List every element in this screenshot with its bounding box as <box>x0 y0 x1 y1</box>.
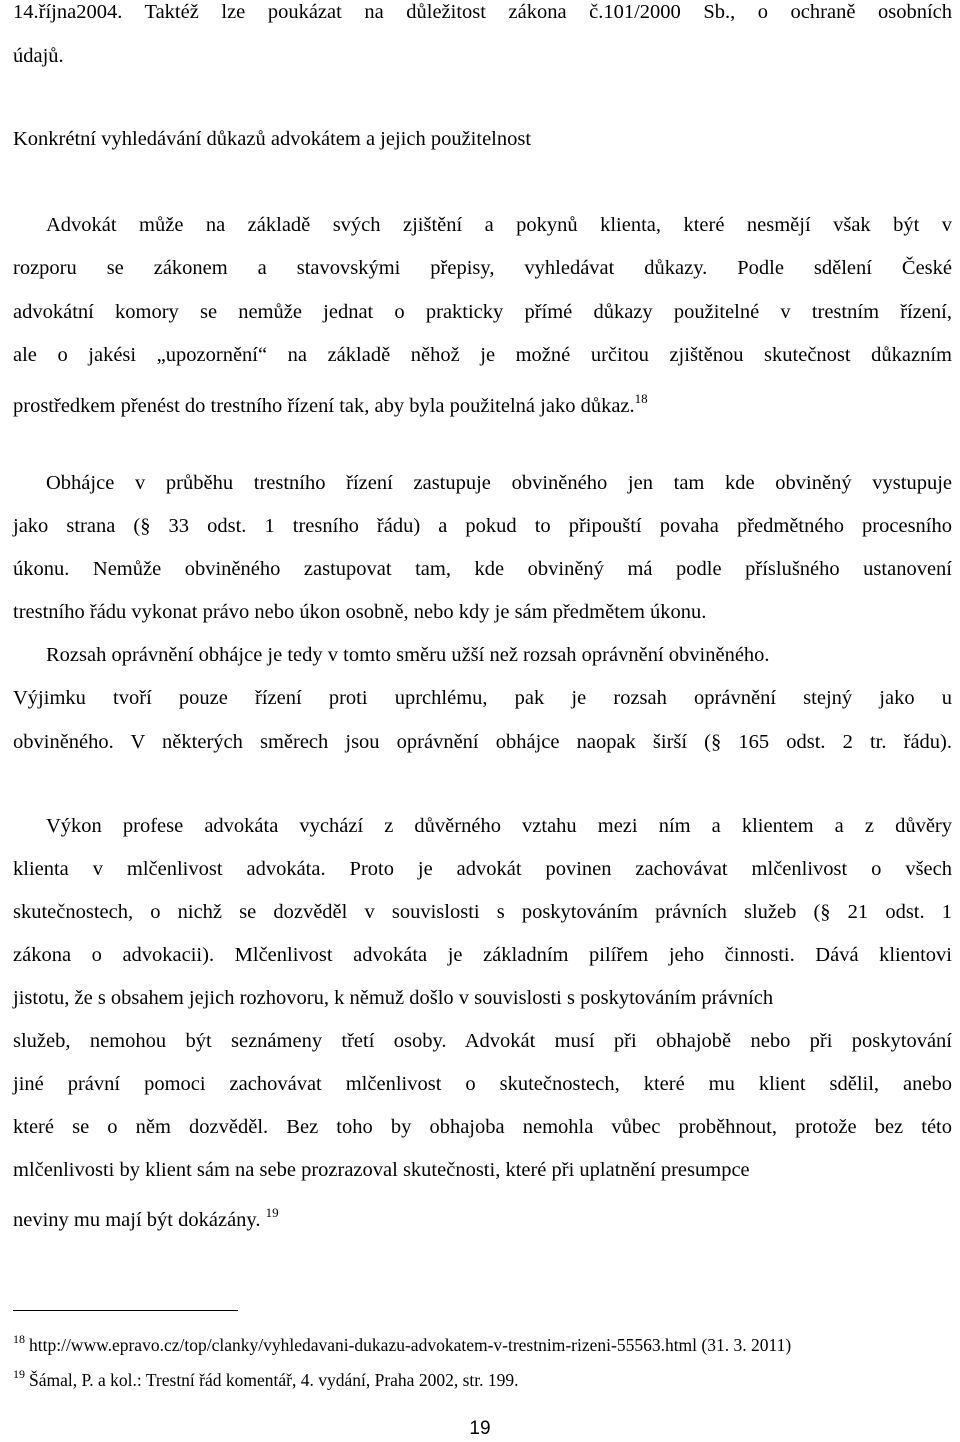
text-line <box>13 387 952 418</box>
footnote-number: 19 <box>13 1367 25 1381</box>
text-line: skutečnostech, o nichž se dozvěděl v souvislosti s poskytováním právních služeb (§ 21 odst. 1 <box>13 901 952 923</box>
text-line: údajů. <box>13 45 64 67</box>
footnote-separator <box>13 1310 238 1311</box>
footnote-link[interactable]: http://www.epravo.cz/top/clanky/vyhledavani-dukazu-advokatem-v-trestnim-rizeni-55563.html (31. 3. 2011) <box>29 1335 792 1355</box>
text-line: jako strana (§ 33 odst. 1 tresního řádu) a pokud to připouští povaha předmětného procesního <box>13 515 952 537</box>
footnote-ref-18[interactable]: 18 <box>634 391 648 406</box>
text-line: Obhájce v průběhu trestního řízení zastupuje obviněného jen tam kde obviněný vystupuje <box>46 472 952 494</box>
text-line: Rozsah oprávnění obhájce je tedy v tomto směru užší než rozsah oprávnění obviněného. <box>46 644 770 666</box>
footnote-number: 18 <box>13 1332 25 1346</box>
text-line: Výjimku tvoří pouze řízení proti uprchlému, pak je rozsah oprávnění stejný jako u <box>13 687 952 709</box>
text-line: advokátní komory se nemůže jednat o prakticky přímé důkazy použitelné v trestním řízení, <box>13 301 952 323</box>
text-line: klienta v mlčenlivost advokáta. Proto je advokát povinen zachovávat mlčenlivost o všech <box>13 858 952 880</box>
text-line: obviněného. V některých směrech jsou oprávnění obhájce naopak širší (§ 165 odst. 2 tr. řádu). <box>13 731 952 753</box>
text-line: Výkon profese advokáta vychází z důvěrného vztahu mezi ním a klientem a z důvěry <box>46 815 952 837</box>
footnote-18 <box>13 1328 791 1356</box>
footnote-ref-19[interactable]: 19 <box>265 1205 279 1220</box>
text-line: rozporu se zákonem a stavovskými přepisy, vyhledávat důkazy. Podle sdělení České <box>13 257 952 279</box>
footnote-19 <box>13 1363 518 1391</box>
text-line <box>13 1201 952 1232</box>
footnote-text: Šámal, P. a kol.: Trestní řád komentář, 4. vydání, Praha 2002, str. 199. <box>29 1370 519 1390</box>
text-line: Advokát může na základě svých zjištění a pokynů klienta, které nesmějí však být v <box>46 214 952 236</box>
text-line: jiné právní pomoci zachovávat mlčenlivost o skutečnostech, které mu klient sdělil, anebo <box>13 1073 952 1095</box>
text-line: úkonu. Nemůže obviněného zastupovat tam, kde obviněný má podle příslušného ustanovení <box>13 558 952 580</box>
text-line: zákona o advokacii). Mlčenlivost advokáta je základním pilířem jeho činnosti. Dává klientovi <box>13 944 952 966</box>
text-line: 14.října2004. Taktéž lze poukázat na důležitost zákona č.101/2000 Sb., o ochraně osobních <box>13 1 952 23</box>
text-line-content: neviny mu mají být dokázány. <box>13 1209 261 1231</box>
text-line: mlčenlivosti by klient sám na sebe prozrazoval skutečnosti, které při uplatnění presumpce <box>13 1159 750 1181</box>
text-line: ale o jakési „upozornění“ na základě něhož je možné určitou zjištěnou skutečnost důkazním <box>13 344 952 366</box>
page-number: 19 <box>469 1418 491 1439</box>
text-line: které se o něm dozvěděl. Bez toho by obhajoba nemohla vůbec proběhnout, protože bez této <box>13 1116 952 1138</box>
text-line-content: prostředkem přenést do trestního řízení tak, aby byla použitelná jako důkaz. <box>13 395 635 417</box>
text-line: jistotu, že s obsahem jejich rozhovoru, k němuž došlo v souvislosti s poskytováním právních <box>13 987 774 1009</box>
section-heading: Konkrétní vyhledávání důkazů advokátem a jejich použitelnost <box>13 128 532 150</box>
text-line: trestního řádu vykonat právo nebo úkon osobně, nebo kdy je sám předmětem úkonu. <box>13 601 707 623</box>
text-line: služeb, nemohou být seznámeny třetí osoby. Advokát musí při obhajobě nebo při poskytování <box>13 1030 952 1052</box>
